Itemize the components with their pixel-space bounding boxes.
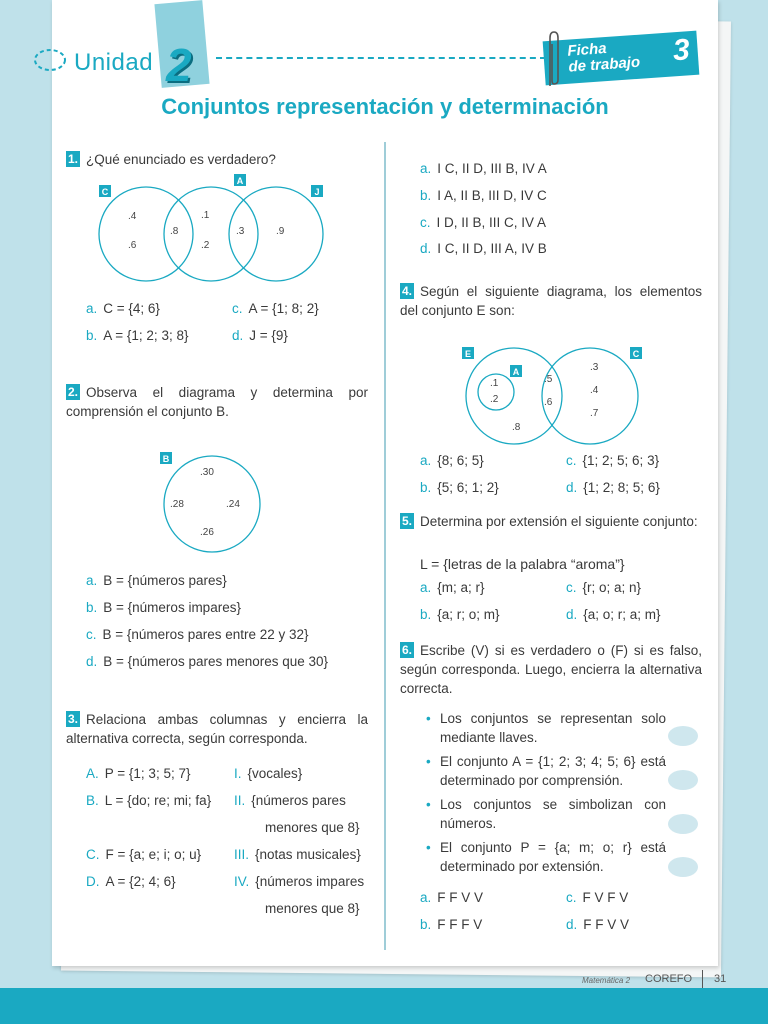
right-item-ii-cont: menores que 8}	[265, 820, 360, 835]
option-a[interactable]	[86, 300, 160, 318]
question-number: 3.	[67, 712, 78, 726]
option-letter: a.	[86, 301, 98, 316]
option-letter: a.	[420, 161, 432, 176]
ficha-label: Ficha	[566, 40, 608, 60]
header-dashed-line	[216, 57, 546, 59]
question-number: 6.	[401, 643, 412, 657]
option-letter: a.	[420, 453, 432, 468]
option-b[interactable]	[420, 916, 482, 934]
option-letter: d.	[420, 241, 432, 256]
option-letter: c.	[566, 580, 577, 595]
option-text: C = {4; 6}	[103, 301, 160, 316]
question-6	[400, 641, 702, 698]
statement-4: • El conjunto P = {a; m; o; r} está determinado por extensión.	[440, 838, 666, 876]
element: .5	[544, 374, 553, 385]
item-letter: I.	[234, 766, 242, 781]
option-b[interactable]	[86, 327, 188, 345]
left-item-c	[86, 846, 201, 864]
option-text: {1; 2; 5; 6; 3}	[582, 453, 660, 468]
element: .9	[276, 226, 285, 237]
item-text: {vocales}	[247, 766, 303, 781]
page-number: 31	[714, 973, 727, 985]
element: .2	[490, 394, 499, 405]
question-text: Escribe (V) si es verdadero o (F) si es falso, según corresponda. Luego, encierra la alternativa correcta.	[400, 643, 702, 696]
item-letter: B.	[86, 793, 99, 808]
option-letter: c.	[420, 215, 431, 230]
option-d[interactable]	[86, 653, 328, 671]
element: .8	[170, 226, 179, 237]
set-label-j: J	[314, 187, 320, 197]
option-text: F V F V	[582, 890, 629, 905]
option-letter: d.	[566, 480, 578, 495]
set-label-e: E	[464, 349, 472, 359]
item-letter: II.	[234, 793, 246, 808]
paperclip-icon	[546, 30, 560, 90]
element: .3	[236, 226, 245, 237]
element: .30	[200, 467, 214, 478]
footer-divider	[702, 970, 703, 988]
option-text: F F F V	[437, 917, 483, 932]
element: .1	[490, 378, 499, 389]
unit-number: 2	[166, 39, 192, 91]
option-letter: b.	[86, 600, 98, 615]
footer-book: Matemática 2	[582, 976, 631, 985]
right-item-i	[234, 765, 302, 783]
footer-publisher: COREFO	[645, 973, 693, 985]
option-letter: c.	[86, 627, 97, 642]
option-c[interactable]	[566, 452, 659, 470]
option-b[interactable]	[420, 187, 547, 205]
question-text: Relaciona ambas columnas y encierra la alternativa correcta, según corresponda.	[66, 712, 368, 746]
question-number: 5.	[401, 514, 412, 528]
option-d[interactable]	[232, 327, 288, 345]
question-text: Observa el diagrama y determina por comprensión el conjunto B.	[66, 385, 368, 419]
option-b[interactable]	[86, 599, 241, 617]
statement-2: • El conjunto A = {1; 2; 3; 4; 5; 6} está determinado por comprensión.	[440, 752, 666, 790]
option-a[interactable]	[420, 889, 483, 907]
question-text: Determina por extensión el siguiente conjunto:	[420, 514, 698, 529]
right-item-iv-cont: menores que 8}	[265, 901, 360, 916]
option-text: B = {números impares}	[103, 600, 241, 615]
option-text: A = {1; 8; 2}	[248, 301, 319, 316]
question-1	[66, 150, 366, 169]
option-text: B = {números pares entre 22 y 32}	[102, 627, 309, 642]
question-number: 1.	[67, 152, 78, 166]
answer-oval-1[interactable]	[668, 726, 698, 746]
option-text: {5; 6; 1; 2}	[437, 480, 499, 495]
left-item-d	[86, 873, 176, 891]
option-letter: a.	[86, 573, 98, 588]
option-a[interactable]	[420, 579, 485, 597]
venn-diagram-q4	[460, 344, 646, 448]
option-d[interactable]	[566, 916, 629, 934]
option-text: I C, II D, III A, IV B	[437, 241, 547, 256]
option-b[interactable]	[420, 479, 499, 497]
option-letter: c.	[232, 301, 243, 316]
option-letter: d.	[566, 607, 578, 622]
set-label-c: C	[632, 349, 640, 359]
right-item-ii	[234, 792, 346, 810]
option-letter: d.	[86, 654, 98, 669]
option-d[interactable]	[420, 240, 547, 258]
ficha-label-2: de trabajo	[567, 53, 641, 76]
element: .7	[590, 408, 599, 419]
venn-diagram-q2	[158, 450, 268, 556]
question-number: 2.	[67, 385, 78, 399]
option-c[interactable]	[566, 889, 628, 907]
element: .3	[590, 362, 599, 373]
element: .28	[170, 499, 184, 510]
right-item-iv	[234, 873, 364, 891]
option-letter: c.	[566, 453, 577, 468]
ficha-number: 3	[671, 33, 691, 68]
option-c[interactable]	[420, 214, 546, 232]
item-text: {números pares	[251, 793, 346, 808]
option-d[interactable]	[566, 479, 660, 497]
option-a[interactable]	[86, 572, 227, 590]
unit-label: Unidad	[74, 49, 154, 76]
question-4	[400, 282, 702, 320]
question-3	[66, 710, 368, 748]
item-letter: C.	[86, 847, 100, 862]
option-text: {r; o; a; n}	[582, 580, 642, 595]
option-text: B = {números pares menores que 30}	[103, 654, 329, 669]
element: .6	[128, 240, 137, 251]
option-text: J = {9}	[249, 328, 288, 343]
page-title: Conjuntos representación y determinación	[161, 94, 609, 119]
option-a[interactable]	[420, 160, 547, 178]
question-text: ¿Qué enunciado es verdadero?	[86, 152, 276, 167]
column-divider	[384, 142, 386, 950]
right-item-iii	[234, 846, 361, 864]
option-text: I A, II B, III D, IV C	[437, 188, 547, 203]
set-label-a: A	[512, 367, 520, 377]
set-definition: L = {letras de la palabra “aroma”}	[420, 556, 625, 572]
venn-diagram-q1	[96, 172, 336, 287]
option-c[interactable]	[86, 626, 309, 644]
bottom-band	[0, 988, 768, 1024]
left-item-a	[86, 765, 190, 783]
option-d[interactable]	[566, 606, 661, 624]
option-text: F F V V	[437, 890, 484, 905]
element: .6	[544, 397, 553, 408]
item-text: P = {1; 3; 5; 7}	[104, 766, 191, 781]
item-letter: A.	[86, 766, 99, 781]
option-text: {m; a; r}	[437, 580, 485, 595]
option-text: {1; 2; 8; 5; 6}	[583, 480, 660, 495]
option-c[interactable]	[232, 300, 319, 318]
question-5	[400, 512, 702, 531]
option-letter: d.	[566, 917, 578, 932]
set-label-c: C	[101, 187, 109, 197]
ficha-badge	[543, 31, 700, 86]
element: .24	[226, 499, 240, 510]
option-letter: d.	[232, 328, 244, 343]
option-letter: b.	[420, 607, 432, 622]
option-text: {a; o; r; a; m}	[583, 607, 661, 622]
option-text: I D, II B, III C, IV A	[436, 215, 547, 230]
item-text: {números impares	[255, 874, 365, 889]
element: .1	[201, 210, 210, 221]
question-number: 4.	[401, 284, 412, 298]
option-b[interactable]	[420, 606, 500, 624]
option-c[interactable]	[566, 579, 641, 597]
option-text: B = {números pares}	[103, 573, 227, 588]
element: .2	[201, 240, 210, 251]
item-text: {notas musicales}	[255, 847, 361, 862]
option-letter: a.	[420, 890, 432, 905]
option-letter: b.	[420, 480, 432, 495]
option-text: {a; r; o; m}	[437, 607, 500, 622]
option-text: I C, II D, III B, IV A	[437, 161, 547, 176]
left-item-b	[86, 792, 211, 810]
option-a[interactable]	[420, 452, 484, 470]
option-text: F F V V	[583, 917, 630, 932]
element: .4	[128, 211, 137, 222]
question-text: Según el siguiente diagrama, los elementos del conjunto E son:	[400, 284, 702, 318]
statement-3: • Los conjuntos se simbolizan con números.	[440, 795, 666, 833]
set-label-b: B	[162, 454, 170, 464]
element: .26	[200, 527, 214, 538]
set-label-a: A	[236, 176, 244, 186]
statement-1: • Los conjuntos se representan solo mediante llaves.	[440, 709, 666, 747]
answer-oval-3[interactable]	[668, 814, 698, 834]
item-letter: D.	[86, 874, 100, 889]
cloud-icon	[32, 46, 68, 74]
item-text: L = {do; re; mi; fa}	[104, 793, 212, 808]
item-text: F = {a; e; i; o; u}	[105, 847, 202, 862]
answer-oval-2[interactable]	[668, 770, 698, 790]
option-letter: a.	[420, 580, 432, 595]
element: .4	[590, 385, 599, 396]
item-letter: IV.	[234, 874, 250, 889]
item-text: A = {2; 4; 6}	[105, 874, 176, 889]
element: .8	[512, 422, 521, 433]
option-letter: b.	[420, 188, 432, 203]
worksheet-page	[52, 0, 718, 966]
question-2	[66, 383, 368, 421]
item-letter: III.	[234, 847, 250, 862]
option-letter: c.	[566, 890, 577, 905]
option-letter: b.	[86, 328, 98, 343]
option-text: A = {1; 2; 3; 8}	[103, 328, 189, 343]
option-text: {8; 6; 5}	[437, 453, 484, 468]
option-letter: b.	[420, 917, 432, 932]
answer-oval-4[interactable]	[668, 857, 698, 877]
